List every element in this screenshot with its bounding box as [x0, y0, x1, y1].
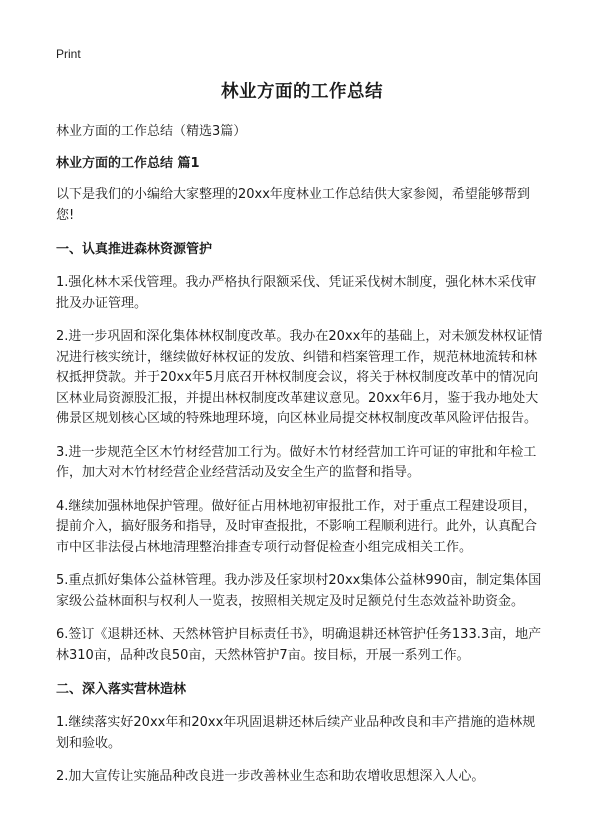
list-item: 1.强化林木采伐管理。我办严格执行限额采伐、凭证采伐树木制度，强化林木采伐审批及办证管理。 — [56, 275, 537, 311]
list-item: 4.继续加强林地保护管理。做好征占用林地初审报批工作，对于重点工程建设项目，提前介入，搞好服务和指导，及时审查报批，不影响工程顺利进行。此外，认真配合市中区非法侵占林地清理整治排查专项行动督促检查小组完成相关工作。 — [56, 498, 538, 555]
list-item: 2.加大宣传让实施品种改良进一步改善林业生态和助农增收思想深入人心。 — [56, 769, 485, 784]
intro-paragraph: 以下是我们的小编给大家整理的20xx年度林业工作总结供大家参阅，希望能够帮到您! — [56, 187, 530, 223]
list-item: 1.继续落实好20xx年和20xx年巩固退耕还林后续产业品种改良和丰产措施的造林规划和验收。 — [56, 715, 536, 751]
section-heading-resource-protection: 一、认真推进森林资源管护 — [56, 242, 213, 257]
list-item: 3.进一步规范全区木竹材经营加工行为。做好木竹材经营加工许可证的审批和年检工作，加大对木竹材经营企业经营活动及安全生产的监督和指导。 — [56, 444, 537, 480]
document-subtitle: 林业方面的工作总结（精选3篇） — [56, 124, 247, 139]
chapter-heading: 林业方面的工作总结 篇1 — [56, 156, 200, 171]
list-item: 5.重点抓好集体公益林管理。我办涉及任家坝村20xx集体公益林990亩，制定集体国家级公益林面积与权利人一览表，按照相关规定及时足额兑付生态效益补助资金。 — [56, 573, 542, 609]
document-body — [56, 80, 548, 788]
document-title: 林业方面的工作总结 — [221, 82, 383, 102]
print-link[interactable]: Print — [56, 47, 81, 61]
section-heading-afforestation: 二、深入落实营林造林 — [56, 682, 187, 697]
list-item: 2.进一步巩固和深化集体林权制度改革。我办在20xx年的基础上，对未颁发林权证情况进行核实统计，继续做好林权证的发放、纠错和档案管理工作，规范林地流转和林权抵押贷款。并于20xx年5月底召开林权制度会议，将关于林权制度改革中的情况向区林业局资源股汇报，并提出林权制度改革建议意见。20xx年6月，鉴于我办地处大佛景区规划核心区域的特殊地理环境，向区林业局提交林权制度改革风险评估报告。 — [56, 329, 543, 426]
list-item: 6.签订《退耕还林、天然林管护目标责任书》，明确退耕还林管护任务133.3亩，地产林310亩，品种改良50亩，天然林管护7亩。按目标，开展一系列工作。 — [56, 627, 542, 663]
